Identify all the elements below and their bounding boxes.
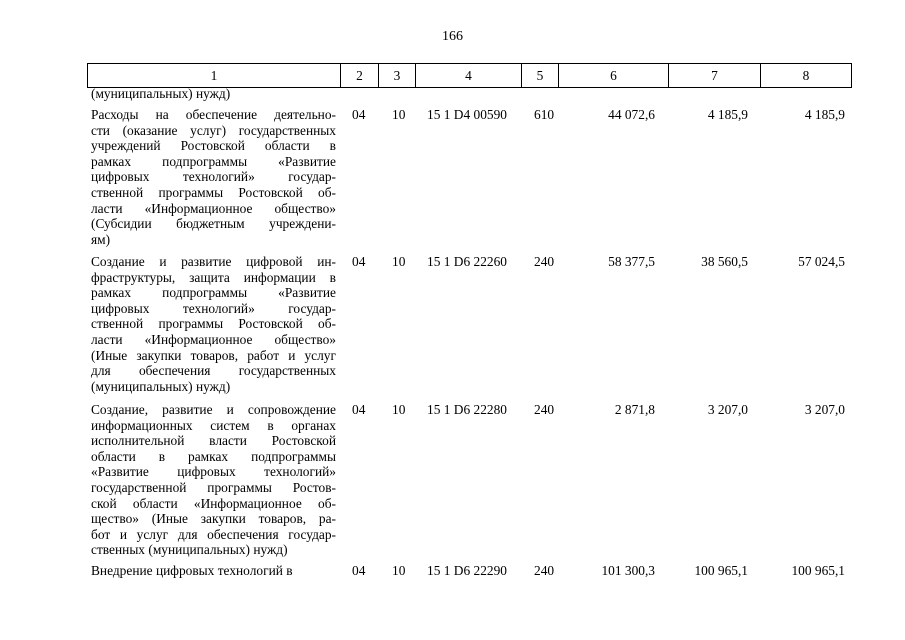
row-cell-col-3: 10 [392, 107, 406, 122]
description-line: ласти «Информационное общество» [91, 331, 336, 347]
row-cell-col-3: 10 [392, 563, 406, 578]
description-line: Создание, развитие и сопровождение [91, 402, 336, 417]
row-cell-col-6: 58 377,5 [608, 254, 655, 269]
description-line: щество» (Иные закупки товаров, ра- [91, 511, 336, 527]
description-line: рамках подпрограммы «Развитие [91, 153, 336, 169]
header-col-5: 5 [521, 64, 558, 87]
header-col-4: 4 [415, 64, 521, 87]
description-line: сти (оказание услуг) государственных [91, 122, 336, 138]
description-line: Создание и развитие цифровой ин- [91, 254, 336, 269]
row-cell-col-7: 38 560,5 [701, 254, 748, 269]
page-number: 166 [442, 29, 463, 44]
description-line: (муниципальных) нужд) [91, 378, 231, 394]
description-line: учреждений Ростовской области в [91, 138, 336, 154]
header-col-7: 7 [668, 64, 760, 87]
header-col-6: 6 [558, 64, 668, 87]
header-col-3: 3 [378, 64, 415, 87]
row-cell-col-6: 2 871,8 [614, 402, 655, 417]
header-col-1: 1 [87, 64, 340, 87]
description-line: цифровых технологий» государ- [91, 169, 336, 185]
description-line: (Субсидии бюджетным учреждени- [91, 216, 336, 232]
row-cell-col-2: 04 [352, 254, 366, 269]
row-cell-col-6: 44 072,6 [608, 107, 655, 122]
description-line: исполнительной власти Ростовской [91, 433, 336, 449]
row-description [91, 107, 336, 247]
row-cell-col-5: 240 [534, 402, 555, 417]
continuation-text: (муниципальных) нужд) [91, 86, 231, 101]
row-cell-col-2: 04 [352, 402, 366, 417]
description-line: для обеспечения государственных [91, 363, 336, 379]
row-cell-col-8: 3 207,0 [804, 402, 845, 417]
header-col-2: 2 [340, 64, 378, 87]
row-description [91, 402, 336, 558]
row-cell-col-5: 240 [534, 254, 555, 269]
description-line: области в рамках подпрограммы [91, 448, 336, 464]
row-cell-col-8: 100 965,1 [791, 563, 845, 578]
description-line: (Иные закупки товаров, работ и услуг [91, 347, 336, 363]
description-line: ственных (муниципальных) нужд) [91, 542, 288, 558]
row-cell-col-3: 10 [392, 254, 406, 269]
row-cell-col-8: 4 185,9 [804, 107, 845, 122]
row-cell-col-8: 57 024,5 [798, 254, 845, 269]
row-cell-col-3: 10 [392, 402, 406, 417]
row-cell-col-5: 610 [534, 107, 555, 122]
description-line: ласти «Информационное общество» [91, 200, 336, 216]
row-cell-col-6: 101 300,3 [601, 563, 655, 578]
row-cell-col-2: 04 [352, 107, 366, 122]
row-cell-col-7: 3 207,0 [707, 402, 748, 417]
description-line: ственной программы Ростовской об- [91, 316, 336, 332]
row-cell-col-4: 15 1 D6 22260 [427, 254, 507, 269]
description-line: ственной программы Ростовской об- [91, 184, 336, 200]
row-cell-col-7: 100 965,1 [694, 563, 748, 578]
row-cell-col-7: 4 185,9 [707, 107, 748, 122]
description-line: рамках подпрограммы «Развитие [91, 285, 336, 301]
description-line: государственной программы Ростов- [91, 479, 336, 495]
table-header [87, 63, 852, 88]
row-cell-col-5: 240 [534, 563, 555, 578]
description-line: «Развитие цифровых технологий» [91, 464, 336, 480]
description-line: бот и услуг для обеспечения государ- [91, 526, 336, 542]
description-line: фраструктуры, защита информации в [91, 269, 336, 285]
description-line: информационных систем в органах [91, 417, 336, 433]
row-cell-col-4: 15 1 D4 00590 [427, 107, 507, 122]
row-description [91, 563, 336, 579]
row-cell-col-4: 15 1 D6 22290 [427, 563, 507, 578]
description-line: ям) [91, 231, 111, 247]
row-cell-col-2: 04 [352, 563, 366, 578]
description-line: ской области «Информационное об- [91, 495, 336, 511]
description-line: цифровых технологий» государ- [91, 300, 336, 316]
header-col-8: 8 [760, 64, 852, 87]
row-cell-col-4: 15 1 D6 22280 [427, 402, 507, 417]
description-line: Внедрение цифровых технологий в [91, 563, 293, 578]
description-line: Расходы на обеспечение деятельно- [91, 107, 336, 122]
row-description [91, 254, 336, 394]
